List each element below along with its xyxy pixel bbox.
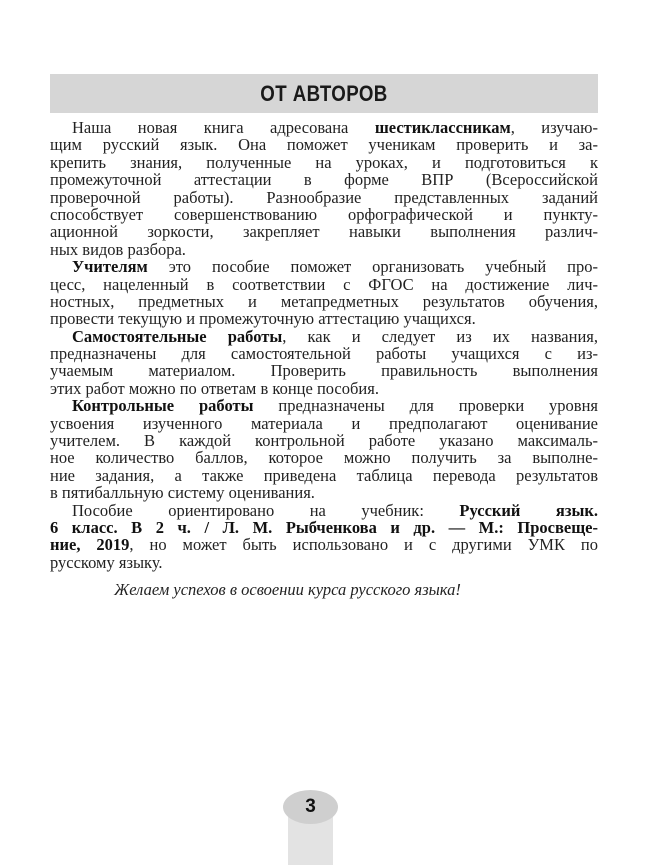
text: провести текущую и промежуточную аттестацию учащихся. xyxy=(50,309,476,329)
closing-wish: Желаем успехов в освоении курса русского языка! xyxy=(114,580,461,599)
text-line xyxy=(50,258,598,275)
text-line xyxy=(50,415,598,432)
text-line xyxy=(50,432,598,449)
text-line xyxy=(50,362,598,379)
text-line xyxy=(50,502,598,519)
text: ационной зоркости, закрепляет навыки выполнения различ- xyxy=(50,222,598,242)
text: это пособие поможет организовать учебный про- xyxy=(147,257,598,277)
text: крепить знания, полученные на уроках, и подготовиться к xyxy=(50,152,598,172)
bold-text: ние, 2019 xyxy=(50,535,130,555)
text-line xyxy=(50,328,598,345)
bold-text: Учителям xyxy=(72,257,148,277)
text: этих работ можно по ответам в конце пособия. xyxy=(50,378,379,398)
section-heading-bar xyxy=(50,74,598,113)
text-line xyxy=(50,397,598,414)
text-line xyxy=(50,554,598,571)
text-line xyxy=(50,449,598,466)
text-line xyxy=(50,467,598,484)
text-line xyxy=(50,310,598,327)
text-line xyxy=(50,136,598,153)
text-line xyxy=(50,206,598,223)
section-heading: ОТ АВТОРОВ xyxy=(260,80,388,106)
text: предназначены для самостоятельной работы учащихся с из- xyxy=(50,344,598,364)
text-line xyxy=(50,519,598,536)
bold-text: Самостоятельные работы xyxy=(72,326,283,346)
text: Наша новая книга адресована xyxy=(72,118,375,137)
text-line xyxy=(50,171,598,188)
text: щим русский язык. Она поможет ученикам проверить и за- xyxy=(50,135,598,155)
text-line xyxy=(50,380,598,397)
bold-text: Русский язык. xyxy=(459,500,598,520)
text: учаемым материалом. Проверить правильность выполнения xyxy=(50,361,598,381)
text: ное количество баллов, которое можно получить за выполне- xyxy=(50,448,598,468)
text: учителем. В каждой контрольной работе указано максималь- xyxy=(50,431,598,451)
text: усвоения изученного материала и предполагают оценивание xyxy=(50,413,598,433)
text-line xyxy=(50,223,598,240)
text-line xyxy=(50,484,598,501)
text-line xyxy=(50,345,598,362)
text: предназначены для проверки уровня xyxy=(253,396,599,416)
text-line xyxy=(50,536,598,553)
page-number: 3 xyxy=(283,790,338,824)
text: промежуточной аттестации в форме ВПР (Всероссийской xyxy=(50,170,598,190)
text: ние задания, а также приведена таблица перевода результатов xyxy=(50,465,598,485)
bold-text: 6 класс. В 2 ч. / Л. М. Рыбченкова и др. — М.: Просвеще- xyxy=(50,517,598,537)
text-line xyxy=(50,276,598,293)
text: в пятибалльную систему оценивания. xyxy=(50,483,315,503)
text: ностных, предметных и метапредметных результатов обучения, xyxy=(50,291,598,311)
text: цесс, нацеленный в соответствии с ФГОС на достижение лич- xyxy=(50,274,598,294)
text: , но может быть использовано и с другими УМК по xyxy=(129,535,598,555)
text: ных видов разбора. xyxy=(50,239,186,259)
text: проверочной работы). Разнообразие представленных заданий xyxy=(50,187,598,207)
bold-text: Контрольные работы xyxy=(72,396,254,416)
text-line xyxy=(50,189,598,206)
text-line xyxy=(50,241,598,258)
text: русскому языку. xyxy=(50,552,163,572)
text-line xyxy=(50,119,598,136)
body-text xyxy=(50,119,598,571)
text-line xyxy=(50,154,598,171)
text: способствует совершенствованию орфографической и пункту- xyxy=(50,204,598,224)
bold-text: шестиклассникам xyxy=(374,118,511,137)
text: , как и следует из их названия, xyxy=(282,326,598,346)
text: Пособие ориентировано на учебник: xyxy=(72,500,460,520)
text: , изучаю- xyxy=(510,118,598,137)
text-line xyxy=(50,293,598,310)
